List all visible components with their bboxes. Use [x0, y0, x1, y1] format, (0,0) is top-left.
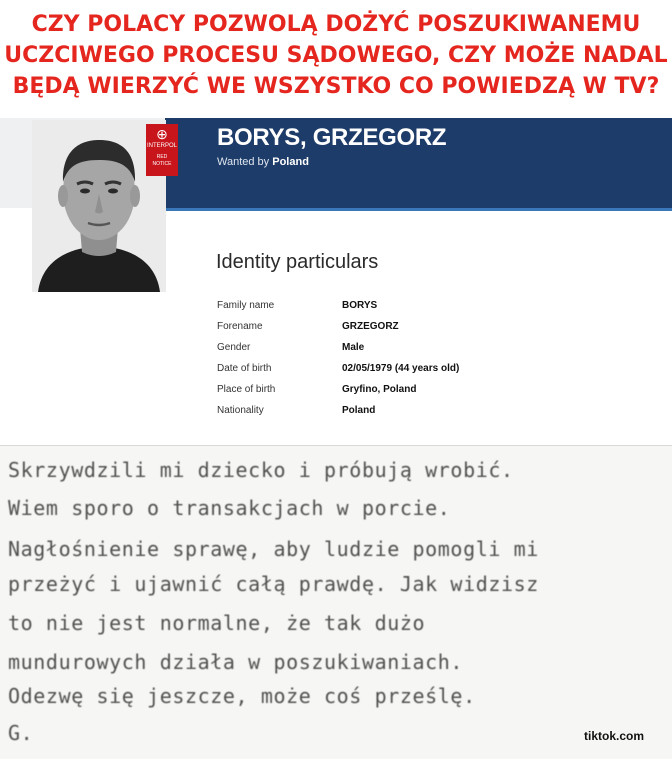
- headline: [0, 0, 672, 118]
- badge-red-text: [146, 154, 178, 168]
- note-line-5: to nie jest normalne, że tak dużo: [8, 611, 426, 635]
- interpol-notice: [0, 118, 672, 445]
- note-line-6: mundurowych działa w poszukiwaniach.: [8, 650, 464, 674]
- tiktok-watermark: tiktok.com: [583, 729, 644, 743]
- note-line-4: przeżyć i ujawnić całą prawdę. Jak widzisz: [8, 572, 539, 596]
- interpol-globe-icon: ⊕: [156, 126, 168, 142]
- field-label: Forename: [217, 321, 263, 332]
- wanted-by-country: Poland: [272, 156, 309, 168]
- headline-line-1: CZY POLACY POZWOLĄ DOŻYĆ POSZUKIWANEMU: [31, 12, 641, 37]
- note-line-3: Nagłośnienie sprawę, aby ludzie pomogli mi: [8, 537, 539, 561]
- interpol-red-notice-badge: [146, 124, 178, 176]
- field-value: Gryfino, Poland: [342, 384, 417, 395]
- field-label: Gender: [217, 342, 251, 353]
- badge-red-word: RED: [156, 154, 168, 160]
- headline-line-3: BĘDĄ WIERZYĆ WE WSZYSTKO CO POWIEDZĄ W TV?: [12, 74, 660, 99]
- field-label: Family name: [217, 300, 275, 311]
- field-label: Nationality: [217, 405, 264, 416]
- identity-particulars-heading: Identity particulars: [216, 251, 379, 273]
- field-value: BORYS: [342, 300, 378, 311]
- wanted-by-line: [217, 156, 309, 168]
- badge-interpol-text: INTERPOL: [146, 143, 177, 149]
- note-line-1: Skrzywdzili mi dziecko i próbują wrobić.: [8, 458, 514, 482]
- field-value: 02/05/1979 (44 years old): [342, 363, 460, 374]
- field-label: Place of birth: [217, 384, 276, 395]
- typed-note: [0, 446, 672, 759]
- note-line-2: Wiem sporo o transakcjach w porcie.: [8, 496, 451, 520]
- field-label: Date of birth: [217, 363, 272, 374]
- headline-line-2: UCZCIWEGO PROCESU SĄDOWEGO, CZY MOŻE NADAL: [4, 43, 668, 68]
- banner-accent-strip: [165, 208, 672, 211]
- badge-notice-word: NOTICE: [152, 161, 172, 167]
- notice-banner: [165, 118, 672, 208]
- field-value: GRZEGORZ: [342, 321, 399, 332]
- field-value: Poland: [342, 405, 376, 416]
- note-line-8: G.: [8, 721, 34, 745]
- wanted-by-label: Wanted by: [217, 156, 270, 168]
- note-line-7: Odezwę się jeszcze, może coś prześlę.: [8, 684, 476, 708]
- wanted-person-name: BORYS, GRZEGORZ: [217, 124, 447, 151]
- field-value: Male: [342, 342, 365, 353]
